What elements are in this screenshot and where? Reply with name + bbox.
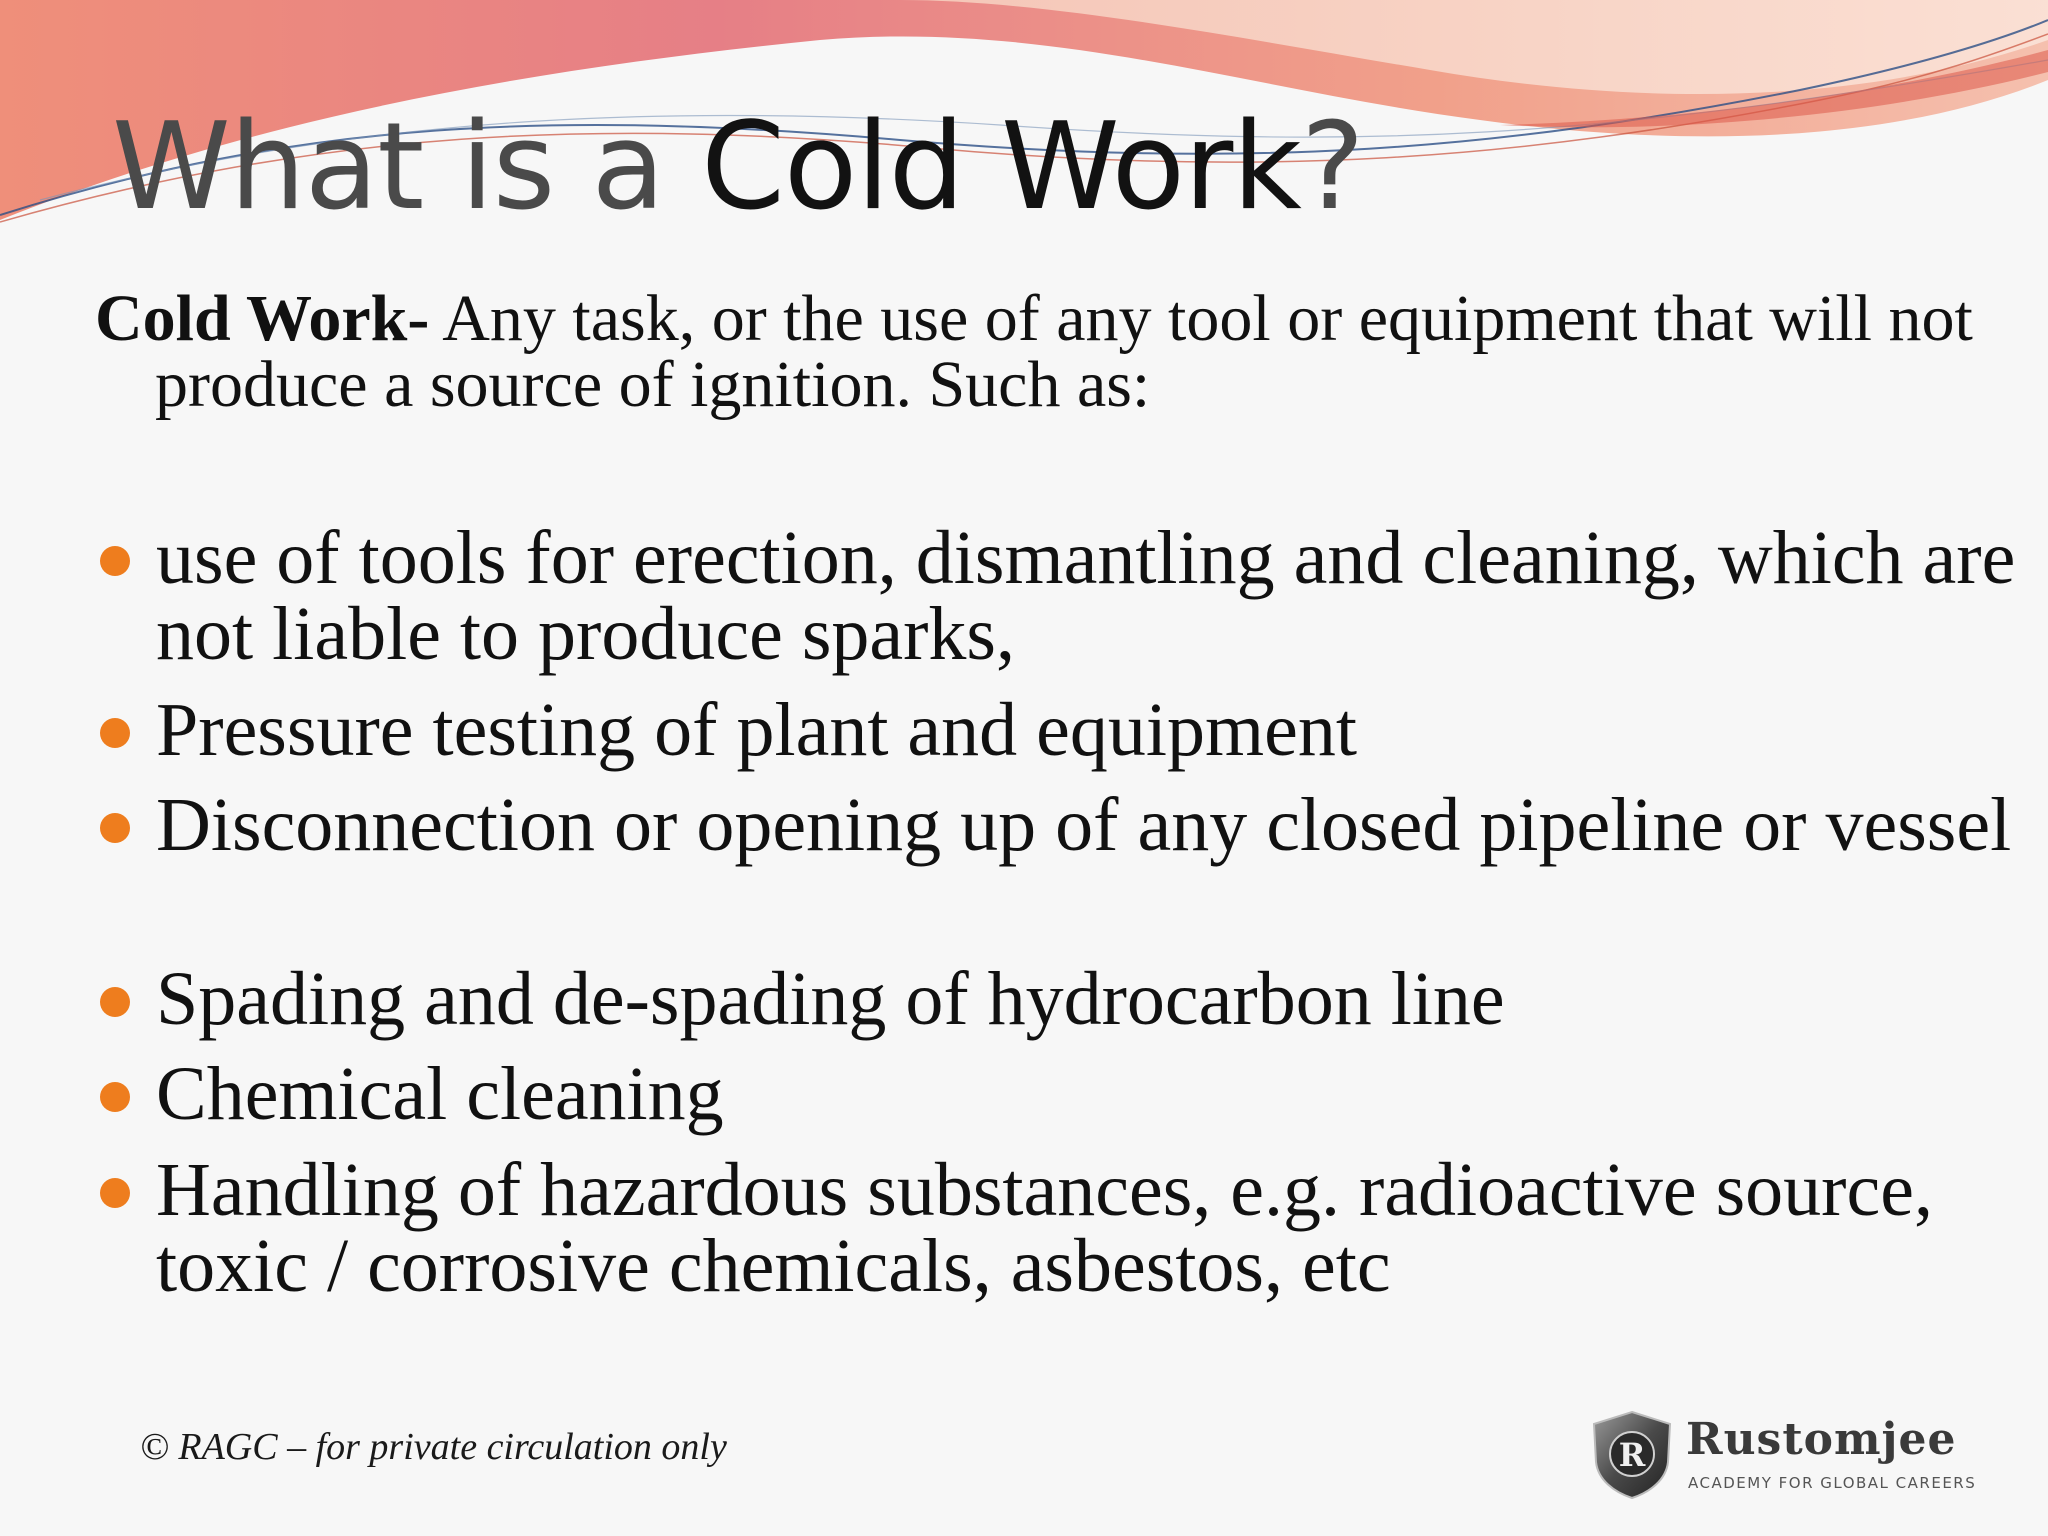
bullet-dot-icon [100, 1082, 130, 1112]
list-item [98, 1052, 2048, 1136]
title-prefix: What is a [112, 98, 702, 237]
list-item-text: Disconnection or opening up of any closed pipeline or vessel [156, 783, 2012, 867]
bullet-dot-icon [100, 546, 130, 576]
bullet-dot-icon [100, 987, 130, 1017]
bullet-dot-icon [100, 813, 130, 843]
list-item-text: Chemical cleaning [156, 1052, 724, 1136]
bullet-dot-icon [100, 718, 130, 748]
definition-text: Any task, or the use of any tool or equipment that will not produce a source of ignition. Such as: [155, 282, 1973, 421]
list-item [98, 1148, 2048, 1308]
definition-term: Cold Work- [95, 282, 430, 355]
list-item [98, 783, 2048, 867]
list-item [98, 516, 2048, 676]
shield-icon [1590, 1410, 1674, 1500]
list-item [98, 957, 2048, 1041]
slide-title [112, 98, 1364, 237]
list-item [98, 688, 2048, 772]
rustomjee-logo [1590, 1410, 1977, 1500]
list-item-text: Spading and de-spading of hydrocarbon line [156, 957, 1505, 1041]
list-item-text: Pressure testing of plant and equipment [156, 688, 1357, 772]
title-emphasis: Cold Work [701, 98, 1301, 237]
logo-tagline: ACADEMY FOR GLOBAL CAREERS [1688, 1474, 1977, 1492]
logo-monogram: R [1618, 1436, 1646, 1474]
logo-name: Rustomjee [1686, 1414, 1957, 1465]
list-item-text: use of tools for erection, dismantling and cleaning, which are not liable to produce sparks, [156, 516, 2016, 676]
list-item-text: Handling of hazardous substances, e.g. radioactive source, toxic / corrosive chemicals, asbestos, etc [156, 1148, 1933, 1308]
bullet-dot-icon [100, 1178, 130, 1208]
copyright-notice: © RAGC – for private circulation only [140, 1426, 727, 1468]
definition-paragraph [95, 282, 2048, 421]
title-suffix: ? [1300, 98, 1364, 237]
